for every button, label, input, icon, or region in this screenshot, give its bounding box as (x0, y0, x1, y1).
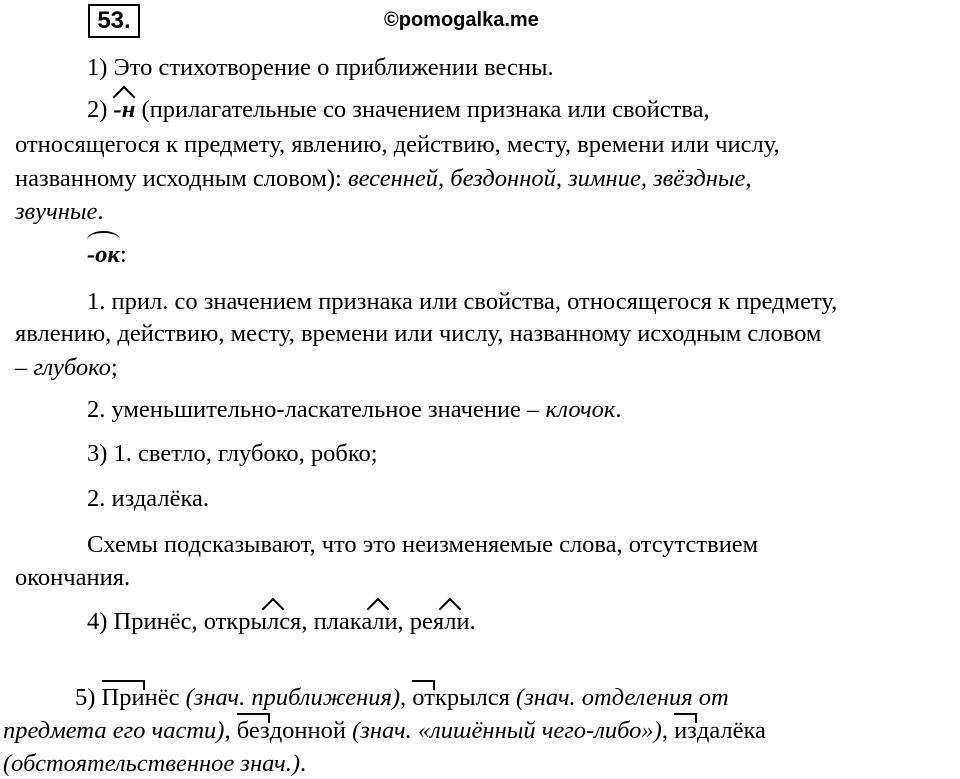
suffix-mark: л (372, 608, 385, 635)
answer-5-line-2: предмета его части), бездонной (знач. «лишённый чего-либо»), издалёка (3, 717, 766, 744)
answer-3-line-1: 3) 1. светло, глубоко, робко; (87, 440, 378, 467)
ok-meaning-1-line-2: явлению, действию, месту, времени или числу, названному исходным словом (15, 320, 822, 347)
ok-meaning-2: 2. уменьшительно-ласкательное значение – клочок. (87, 396, 622, 423)
examples-adjectives: весенней, бездонной, зимние, звёздные, (348, 165, 752, 192)
answer-4: 4) Принёс, открылся, плакали, реяли. (87, 608, 476, 635)
site-watermark: ©pomogalka.me (384, 9, 539, 31)
answer-3-line-2: 2. издалёка. (87, 485, 210, 512)
answer-1: 1) Это стихотворение о приближении весны. (87, 54, 554, 81)
suffix-n: -н (113, 96, 136, 123)
answer-2-line-4: звучные. (15, 198, 104, 225)
answer-2-line-2: относящегося к предмету, явлению, действию, месту, времени или числу, (15, 131, 780, 158)
suffix-ok: -ок (87, 241, 120, 268)
schemes-line-1: Схемы подсказывают, что это неизменяемые слова, отсутствием (87, 531, 759, 558)
prefix-mark: без (236, 717, 270, 744)
suffix-mark: л (444, 608, 457, 635)
answer-2-line-3: названному исходным словом): весенней, бездонной, зимние, звёздные, (15, 165, 752, 192)
answer-5-line-3: (обстоятельственное знач.). (3, 750, 307, 777)
prefix-mark: из (674, 717, 697, 744)
answer-2-line: 2) -н (прилагательные со значением признака или свойства, (87, 96, 710, 123)
prefix-mark: При (101, 684, 145, 711)
prefix-mark: от (412, 684, 435, 711)
suffix-mark: л (266, 608, 280, 635)
ok-meaning-1-line-3: – глубоко; (15, 354, 118, 381)
ok-meaning-1-line-1: 1. прил. со значением признака или свойства, относящегося к предмету, (87, 288, 838, 315)
answer-5-line-1: 5) Принёс (знач. приближения), открылся (знач. отделения от (75, 684, 729, 711)
schemes-line-2: окончания. (15, 564, 131, 591)
suffix-ok-heading: -ок: (87, 241, 127, 268)
exercise-number: 53. (88, 4, 140, 38)
